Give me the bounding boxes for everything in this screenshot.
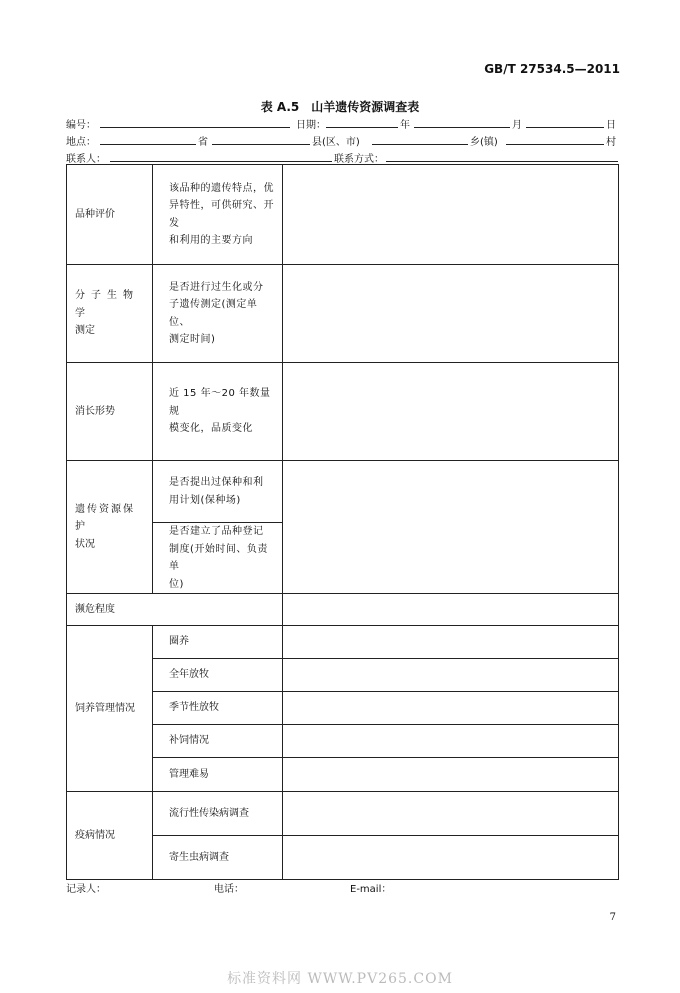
feeding-item-supplement: 补饲情况 [153, 725, 283, 758]
month-label: 月 [512, 120, 522, 131]
table-row [67, 363, 619, 461]
contact-label: 联系人： [66, 154, 106, 165]
contact-method-label: 联系方式： [334, 154, 384, 165]
breed-eval-label: 品种评价 [67, 165, 153, 265]
date-year-field[interactable] [326, 127, 398, 128]
feeding-input-yearround[interactable] [283, 659, 619, 692]
trend-input[interactable] [283, 363, 619, 461]
disease-input-infectious[interactable] [283, 792, 619, 836]
table-row [67, 626, 619, 659]
protection-desc-2: 是否建立了品种登记 制度(开始时间、负责单 位) [153, 523, 283, 594]
number-label: 编号： [66, 120, 96, 131]
protection-label: 遗传资源保护 状况 [67, 461, 153, 594]
endangered-label: 濒危程度 [67, 594, 283, 626]
molecular-label: 分子生物学 测定 [67, 265, 153, 363]
table-row [67, 165, 619, 265]
location-label: 地点： [66, 137, 96, 148]
date-day-field[interactable] [526, 127, 604, 128]
table-row [67, 594, 619, 626]
date-month-field[interactable] [414, 127, 510, 128]
protection-input[interactable] [283, 461, 619, 594]
phone-label: 电话： [214, 884, 244, 895]
disease-input-parasitic[interactable] [283, 836, 619, 880]
protection-desc-1: 是否提出过保种和利 用计划(保种场) [153, 461, 283, 523]
feeding-item-difficulty: 管理难易 [153, 758, 283, 792]
feeding-input-pen[interactable] [283, 626, 619, 659]
province-label: 省 [198, 137, 208, 148]
feeding-input-supplement[interactable] [283, 725, 619, 758]
feeding-item-seasonal: 季节性放牧 [153, 692, 283, 725]
village-field[interactable] [506, 144, 604, 145]
day-label: 日 [606, 120, 616, 131]
contact-method-field[interactable] [386, 161, 618, 162]
feeding-input-difficulty[interactable] [283, 758, 619, 792]
feeding-item-pen: 圈养 [153, 626, 283, 659]
watermark: 标准资料网 WWW.PV265.COM [227, 971, 453, 987]
table-row [67, 461, 619, 523]
county-label: 县(区、市) [312, 137, 360, 148]
molecular-desc: 是否进行过生化或分 子遗传测定(测定单位、 测定时间) [153, 265, 283, 363]
table-title: 表 A.5 山羊遗传资源调查表 [260, 100, 420, 114]
township-label: 乡(镇) [470, 137, 498, 148]
breed-eval-input[interactable] [283, 165, 619, 265]
feeding-input-seasonal[interactable] [283, 692, 619, 725]
breed-eval-desc: 该品种的遗传特点，优 异特性，可供研究、开发 和利用的主要方向 [153, 165, 283, 265]
standard-number: GB/T 27534.5—2011 [484, 62, 620, 76]
email-label: E-mail： [350, 884, 392, 895]
disease-item-parasitic: 寄生虫病调查 [153, 836, 283, 880]
survey-table [66, 164, 619, 880]
contact-field[interactable] [110, 161, 332, 162]
date-label: 日期： [296, 120, 326, 131]
feeding-item-yearround: 全年放牧 [153, 659, 283, 692]
molecular-input[interactable] [283, 265, 619, 363]
trend-label: 消长形势 [67, 363, 153, 461]
number-field[interactable] [100, 127, 290, 128]
village-label: 村 [606, 137, 616, 148]
province-field[interactable] [100, 144, 196, 145]
trend-desc: 近 15 年～20 年数量规 模变化，品质变化 [153, 363, 283, 461]
disease-item-infectious: 流行性传染病调查 [153, 792, 283, 836]
table-row [67, 792, 619, 836]
page-number: 7 [609, 912, 616, 923]
feeding-label: 饲养管理情况 [67, 626, 153, 792]
year-label: 年 [400, 120, 410, 131]
endangered-input[interactable] [283, 594, 619, 626]
recorder-label: 记录人： [66, 884, 106, 895]
table-row [67, 265, 619, 363]
county-field[interactable] [212, 144, 310, 145]
disease-label: 疫病情况 [67, 792, 153, 880]
township-field[interactable] [372, 144, 468, 145]
